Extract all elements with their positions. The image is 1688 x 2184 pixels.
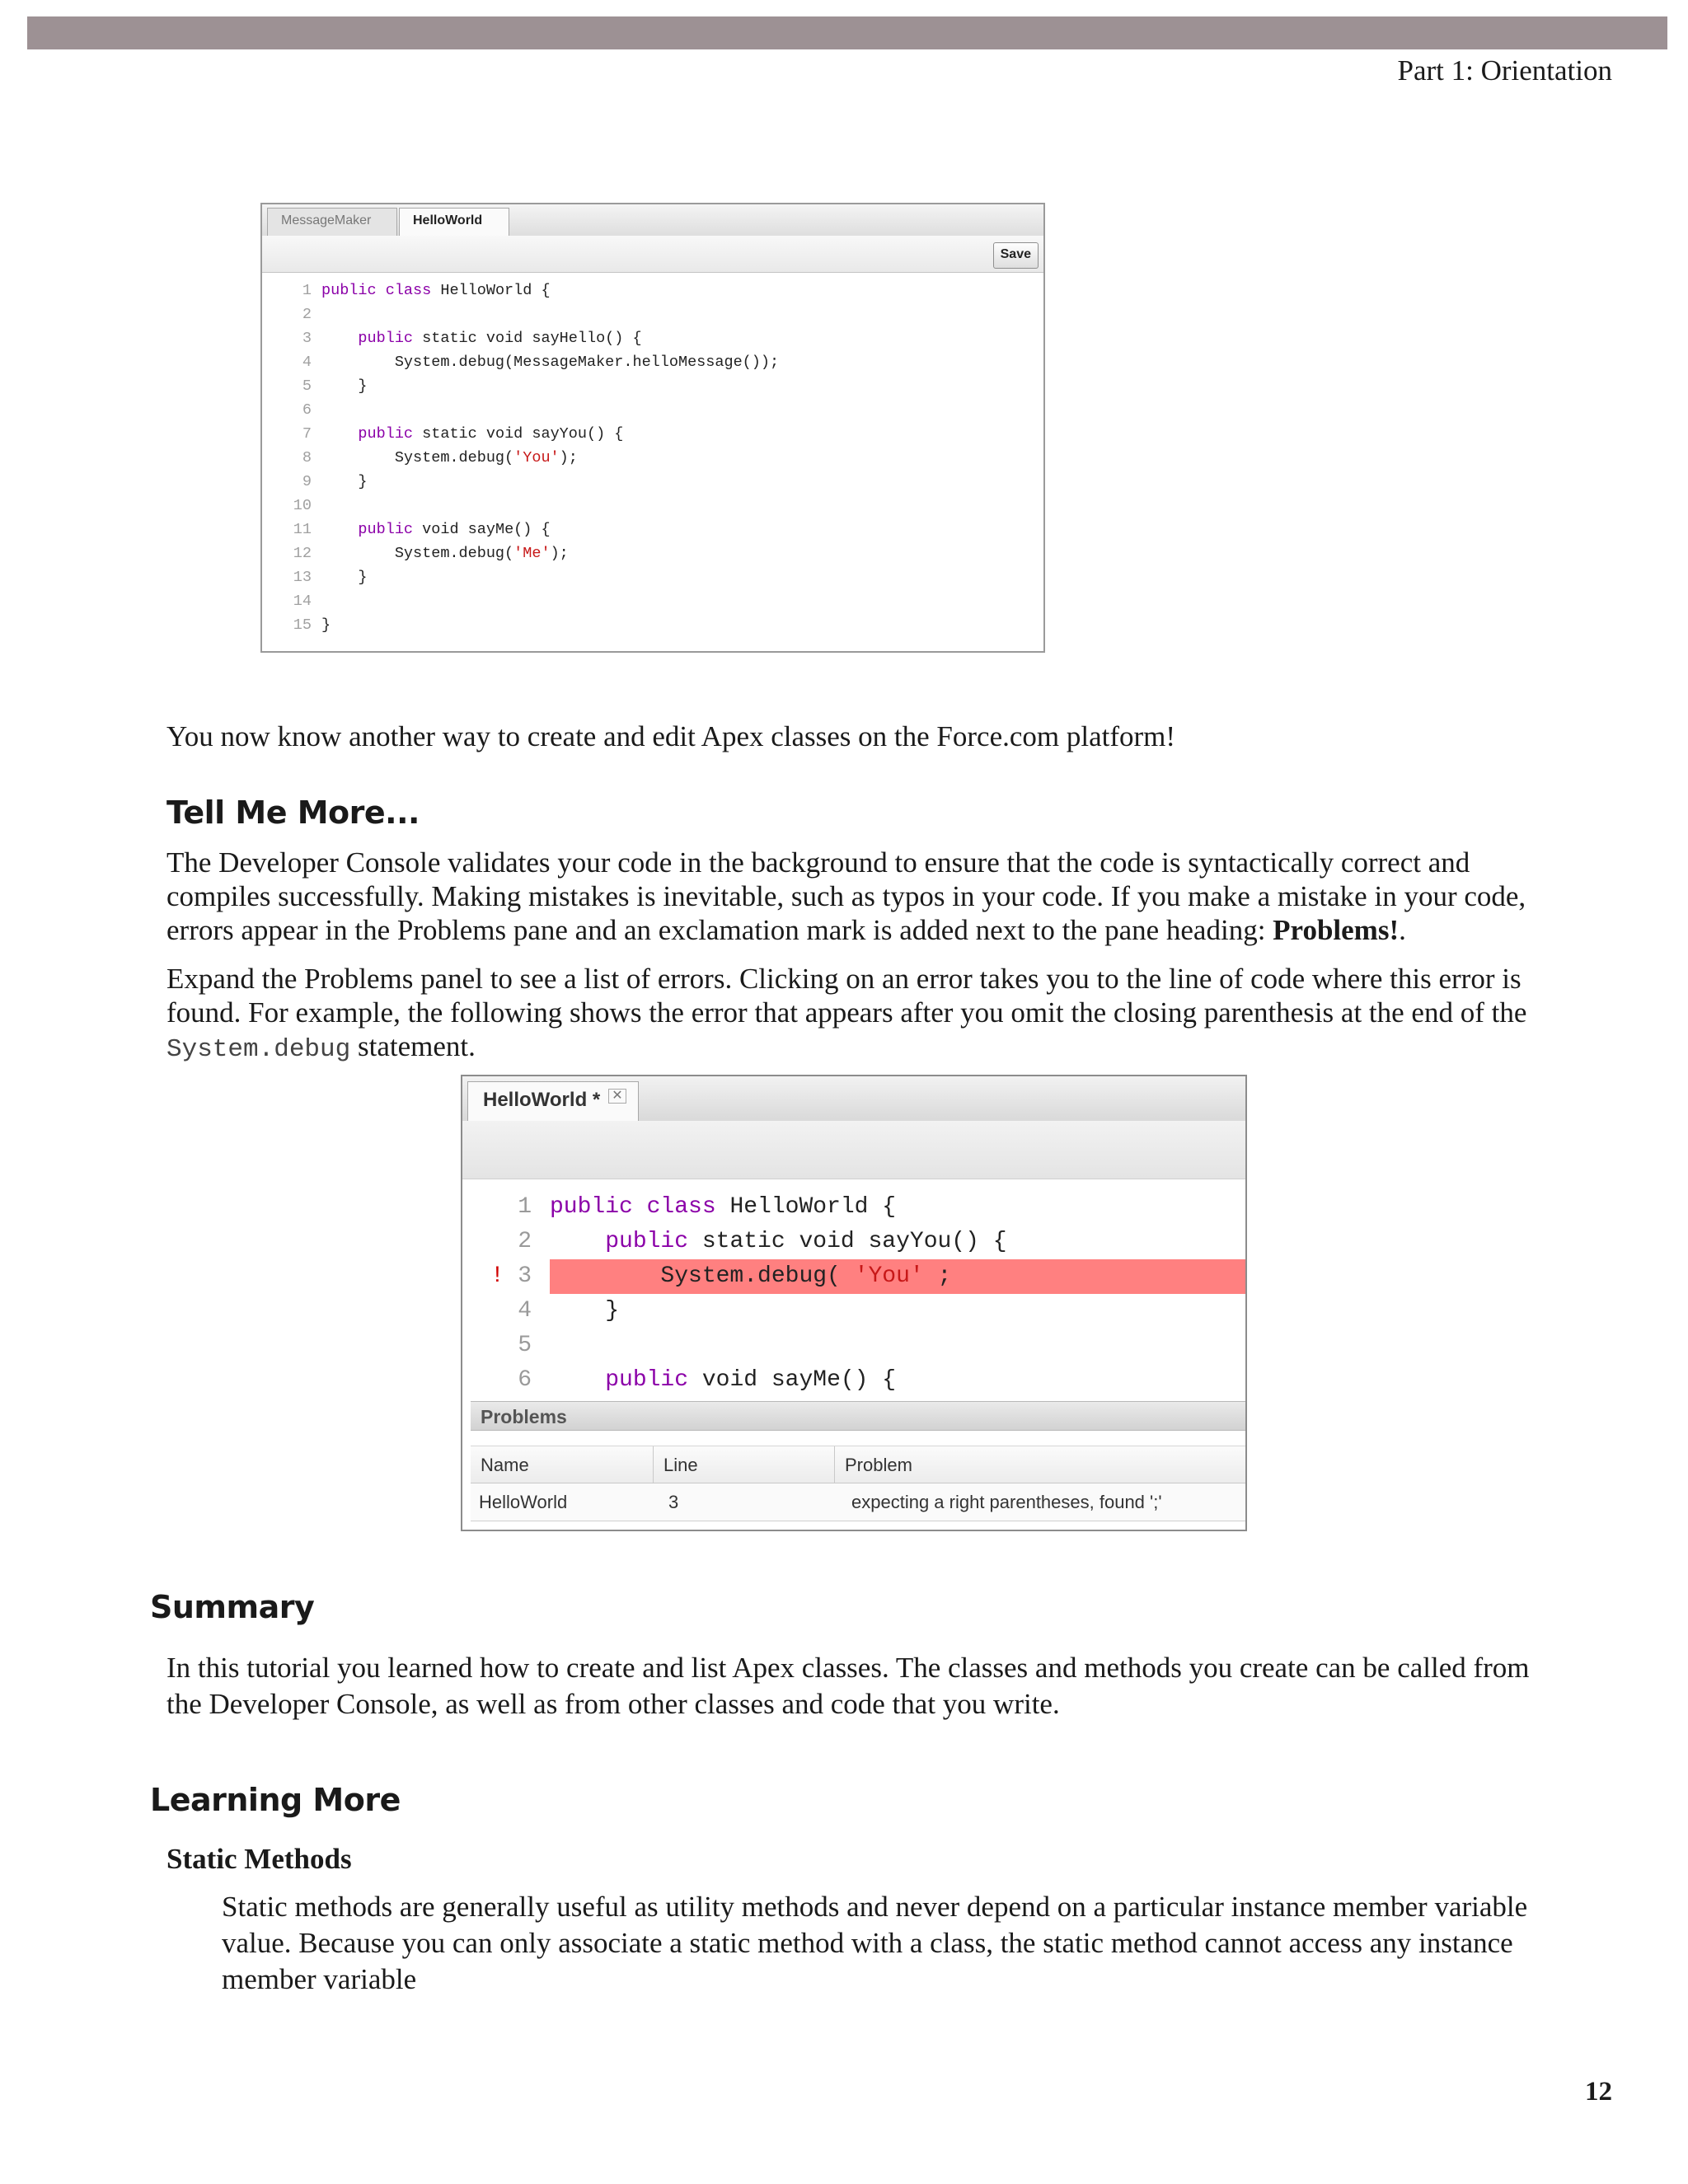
line-number: 10	[293, 497, 312, 514]
line-number: 5	[302, 377, 312, 395]
learning-more-heading: Learning More	[150, 1782, 401, 1818]
code-line[interactable]	[262, 446, 1043, 470]
code-line[interactable]	[262, 302, 1043, 326]
code-text: public void sayMe() {	[358, 521, 551, 538]
code-line[interactable]	[262, 518, 1043, 541]
inline-code: System.debug	[166, 1035, 351, 1064]
line-number: 8	[302, 449, 312, 466]
code-text: System.debug( 'You' ;	[550, 1263, 952, 1289]
error-marker-icon[interactable]: !	[490, 1263, 504, 1289]
code-text: public static void sayHello() {	[358, 330, 642, 347]
line-number: 15	[293, 616, 312, 634]
code-line[interactable]	[262, 350, 1043, 374]
code-line[interactable]	[262, 565, 1043, 589]
summary-heading: Summary	[150, 1589, 315, 1625]
line-number: 4	[518, 1298, 532, 1324]
static-methods-paragraph: Static methods are generally useful as utility methods and never depend on a particular instance member variable value. Because you can only associate a static method with a class, the static method cannot access any instance member variable	[222, 1891, 1528, 1995]
line-number: 13	[293, 569, 312, 586]
code-text: public static void sayYou() {	[358, 425, 624, 443]
code-line[interactable]	[262, 613, 1043, 637]
code-line[interactable]	[462, 1259, 1245, 1294]
code-line[interactable]	[262, 589, 1043, 613]
problems-table-header	[471, 1446, 1247, 1483]
code-line[interactable]	[462, 1363, 1245, 1398]
tab-messagemaker[interactable]	[267, 208, 397, 236]
line-number: 1	[302, 282, 312, 299]
column-header-line[interactable]: Line	[654, 1446, 835, 1483]
problem-line: 3	[668, 1492, 679, 1512]
code-line[interactable]	[262, 279, 1043, 302]
tell-me-more-paragraph-2: Expand the Problems panel to see a list of errors. Clicking on an error takes you to the line of code where this error is found. For example, the following shows the error that appears after you omit the closing parenthesis at the end of the System.debug statement.	[166, 963, 1527, 1064]
editor-tab-bar	[262, 204, 1043, 237]
code-line[interactable]	[262, 541, 1043, 565]
line-number: 2	[302, 306, 312, 323]
line-number: 3	[302, 330, 312, 347]
code-text: }	[321, 616, 331, 634]
line-number: 4	[302, 354, 312, 371]
editor-screenshot-helloworld	[260, 203, 1045, 653]
code-line[interactable]	[462, 1294, 1245, 1329]
code-text: }	[321, 569, 368, 586]
code-text: public static void sayYou() {	[605, 1229, 1007, 1254]
editor-screenshot-error	[461, 1075, 1247, 1531]
tab-helloworld[interactable]	[399, 208, 509, 236]
save-button[interactable]: Save	[993, 242, 1039, 269]
table-row[interactable]	[471, 1483, 1247, 1521]
line-number: 12	[293, 545, 312, 562]
static-methods-heading: Static Methods	[166, 1843, 352, 1875]
problems-bold: Problems!	[1273, 914, 1400, 946]
problem-name: HelloWorld	[479, 1492, 568, 1512]
code-text: public class HelloWorld {	[321, 282, 551, 299]
line-number: 5	[518, 1333, 532, 1358]
tab-label: HelloWorld *	[483, 1089, 601, 1111]
line-number: 2	[518, 1229, 532, 1254]
code-line[interactable]	[462, 1225, 1245, 1259]
tell-me-more-paragraph-1: The Developer Console validates your code in the background to ensure that the code is syntactically correct and compiles successfully. Making mistakes is inevitable, such as typos in your code. If you make a mistake in your code, errors appear in the Problems pane and an exclamation mark is added next to the pane heading: Problems!.	[166, 846, 1526, 946]
code-line[interactable]	[462, 1190, 1245, 1225]
code-line[interactable]	[262, 326, 1043, 350]
code-line[interactable]	[262, 398, 1043, 422]
code-text: }	[550, 1298, 620, 1324]
line-number: 7	[302, 425, 312, 443]
code-line[interactable]	[262, 374, 1043, 398]
page-header-bar	[27, 16, 1667, 49]
line-number: 6	[518, 1367, 532, 1393]
code-text: public class HelloWorld {	[550, 1194, 897, 1220]
column-header-problem[interactable]: Problem	[845, 1455, 912, 1475]
column-header-name[interactable]: Name	[471, 1446, 654, 1483]
code-text: }	[321, 377, 368, 395]
problems-pane-header[interactable]: Problems	[471, 1401, 1247, 1431]
line-number: 6	[302, 401, 312, 419]
tell-me-more-heading: Tell Me More...	[166, 794, 420, 831]
code-text: public void sayMe() {	[605, 1367, 897, 1393]
intro-paragraph: You now know another way to create and edit Apex classes on the Force.com platform!	[166, 720, 1176, 752]
code-line[interactable]	[462, 1329, 1245, 1363]
tab-label: MessageMaker	[281, 213, 372, 227]
code-text: System.debug('You');	[321, 449, 578, 466]
code-text: System.debug(MessageMaker.helloMessage());	[321, 354, 780, 371]
editor-tab-bar	[462, 1076, 1245, 1122]
line-number: 1	[518, 1194, 532, 1220]
code-line[interactable]	[262, 470, 1043, 494]
code-line[interactable]	[262, 422, 1043, 446]
tab-label: HelloWorld	[413, 213, 483, 227]
line-number: 9	[302, 473, 312, 490]
code-text: }	[321, 473, 368, 490]
tab-helloworld-modified[interactable]	[467, 1081, 639, 1121]
code-text: System.debug('Me');	[321, 545, 569, 562]
problem-description: expecting a right parentheses, found ';'	[851, 1492, 1162, 1512]
line-number: 3	[518, 1263, 532, 1289]
editor-toolbar	[462, 1121, 1245, 1179]
page-number: 12	[1585, 2077, 1612, 2107]
running-head: Part 1: Orientation	[1397, 54, 1612, 87]
line-number: 14	[293, 593, 312, 610]
close-icon[interactable]: ✕	[608, 1089, 626, 1104]
line-number: 11	[293, 521, 312, 538]
code-line[interactable]	[262, 494, 1043, 518]
summary-paragraph: In this tutorial you learned how to create and list Apex classes. The classes and methods you create can be called from the Developer Console, as well as from other classes and code that you write.	[166, 1652, 1530, 1720]
editor-toolbar	[262, 236, 1043, 273]
